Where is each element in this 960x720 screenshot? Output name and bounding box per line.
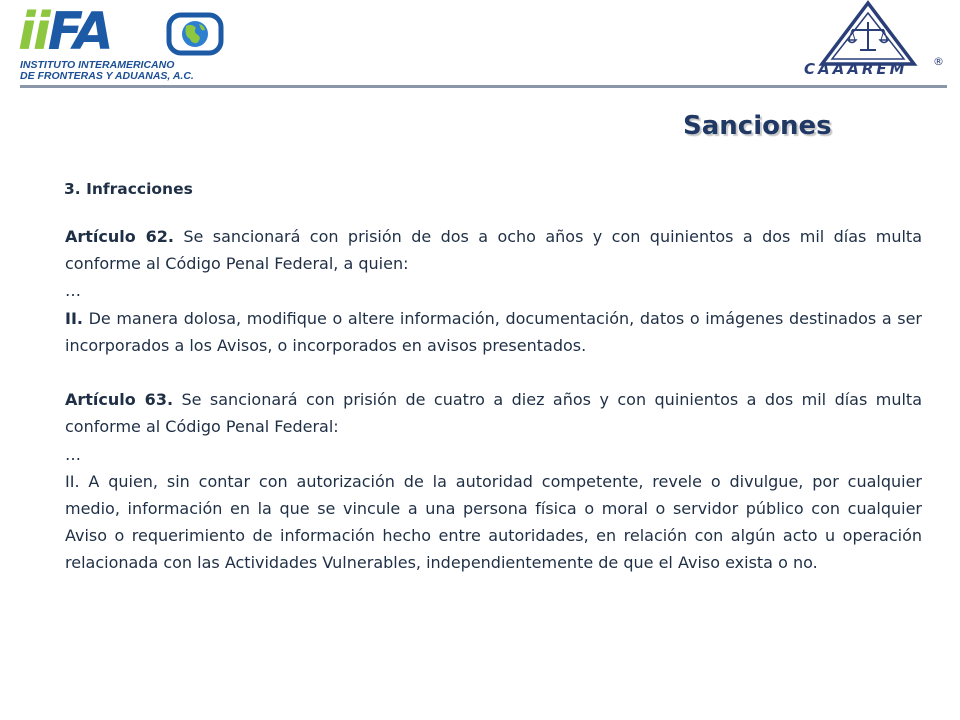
article-62-item-paragraph <box>65 305 922 359</box>
iifa-logo-subtitle <box>20 60 230 82</box>
article-62-item-label: II. <box>65 308 83 328</box>
iifa-subtitle-line2: DE FRONTERAS Y ADUANAS, A.C. <box>20 70 194 82</box>
article-63-item-paragraph: II. A quien, sin contar con autorización de la autoridad competente, revele o divulgue, por cualquier medio, información en la que se vincule a una persona física o moral o servidor público con cualquier Aviso o requerimiento de información hecho entre autoridades, en relación con algún acto u operación relacionada con las Actividades Vulnerables, independientemente de que el Aviso exista o no. <box>65 471 922 573</box>
caaarem-logo-wordmark: CAAAREM <box>804 60 908 78</box>
paragraph-spacer <box>65 359 922 386</box>
header-divider <box>20 85 947 88</box>
article-62-paragraph <box>65 223 922 277</box>
article-63-paragraph <box>65 386 922 440</box>
caaarem-logo <box>796 0 946 84</box>
article-62-text: Se sancionará con prisión de dos a ocho años y con quinientos a dos mil días multa conforme al Código Penal Federal, a quien: <box>65 227 923 274</box>
iifa-subtitle-line1: INSTITUTO INTERAMERICANO <box>20 59 175 71</box>
iifa-logo <box>18 4 218 86</box>
article-63-text: Se sancionará con prisión de cuatro a diez años y con quinientos a dos mil días multa conforme al Código Penal Federal: <box>65 390 922 437</box>
article-62-label: Artículo 62. <box>65 227 174 246</box>
page-title: Sanciones <box>683 111 832 141</box>
iifa-logo-wordmark: iiFA <box>18 2 111 62</box>
article-63-label: Artículo 63. <box>65 390 174 410</box>
article-62-item-text: De manera dolosa, modifique o altere información, documentación, datos o imágenes destinados a ser incorporados a los Avisos, o incorporados en avisos presentados. <box>65 308 922 355</box>
article-62-ellipsis: … <box>65 281 81 301</box>
globe-icon <box>166 12 224 56</box>
document-body <box>65 223 922 577</box>
registered-mark: ® <box>933 55 944 68</box>
section-heading: 3. Infracciones <box>64 180 193 198</box>
article-63-ellipsis: … <box>65 444 81 464</box>
